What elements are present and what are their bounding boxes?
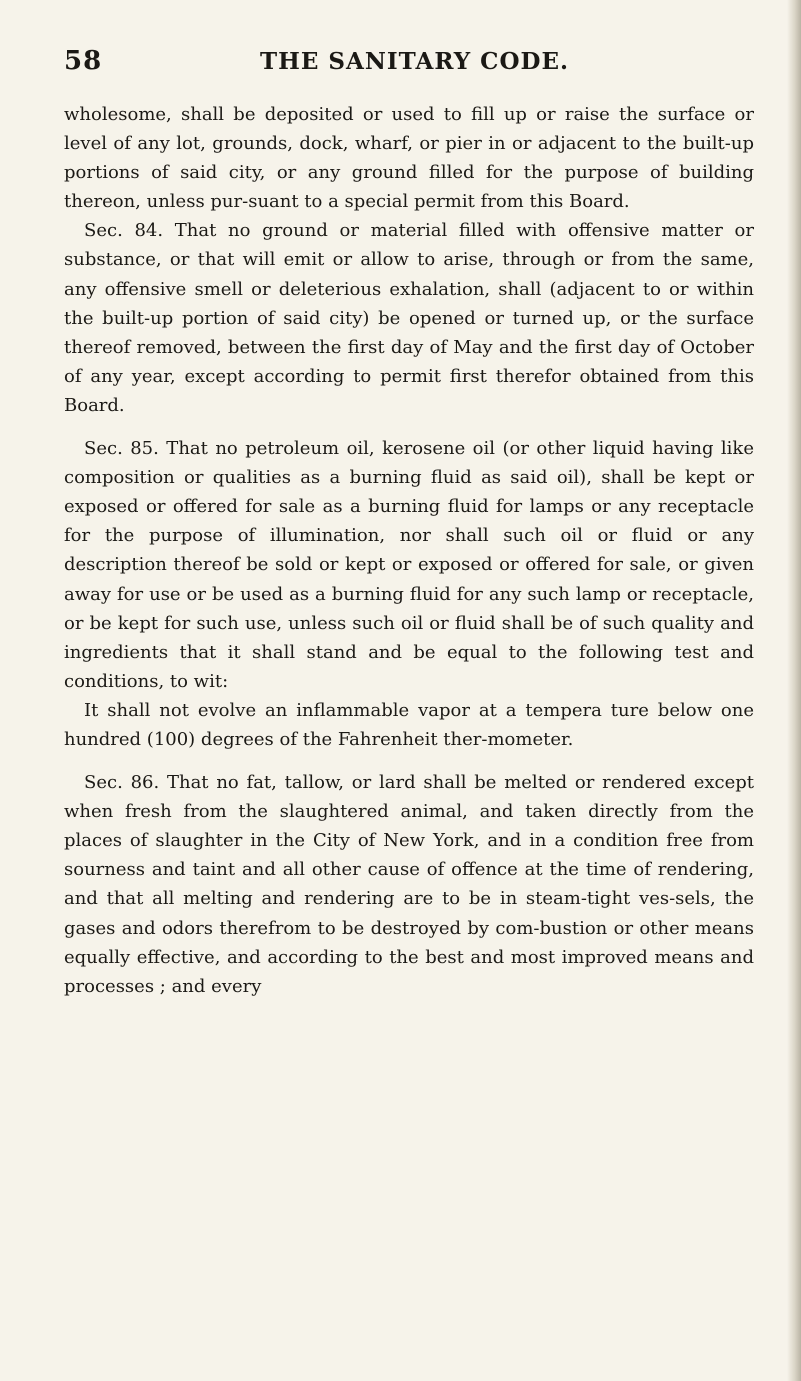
page-number: 58	[64, 46, 103, 76]
paragraph-continuation: wholesome, shall be deposited or used to fill up or raise the surface or level of any lot, grounds, dock, wharf, or pier in or adjacent to the built-up portions of said city, or any ground filled for the purpose of building thereon, unless pur-suant to a special permit from this Board.	[64, 104, 754, 213]
page-header	[64, 46, 754, 86]
page-body	[64, 100, 754, 1001]
running-title: THE SANITARY CODE.	[260, 48, 569, 75]
paragraph-sec-86: Sec. 86. That no fat, tallow, or lard shall be melted or rendered except when fresh from the slaughtered animal, and taken directly from the places of slaughter in the City of New York, and in a condition free from sourness and taint and all other cause of offence at the time of rendering, and that all melting and rendering are to be in steam-tight ves-sels, the gases and odors therefrom to be destroyed by com-bustion or other means equally effective, and according to the best and most improved means and processes ; and every	[64, 772, 754, 997]
paragraph-test-condition: It shall not evolve an inflammable vapor at a tempera ture below one hundred (100) degrees of the Fahrenheit ther-mometer.	[64, 699, 754, 750]
page-edge-shadow	[787, 0, 801, 1381]
paragraph-sec-84: Sec. 84. That no ground or material filled with offensive matter or substance, or that will emit or allow to arise, through or from the same, any offensive smell or deleterious exhalation, shall (adjacent to or within the built-up portion of said city) be opened or turned up, or the surface thereof removed, between the first day of May and the first day of October of any year, except according to permit first therefor obtained from this Board.	[64, 220, 754, 416]
paragraph-sec-85: Sec. 85. That no petroleum oil, kerosene oil (or other liquid having like composition or qualities as a burning fluid as said oil), shall be kept or exposed or offered for sale as a burning fluid for lamps or any receptacle for the purpose of illumination, nor shall such oil or fluid or any description thereof be sold or kept or exposed or offered for sale, or given away for use or be used as a burning fluid for any such lamp or receptacle, or be kept for such use, unless such oil or fluid shall be of such quality and ingredients that it shall stand and be equal to the following test and conditions, to wit:	[64, 438, 754, 692]
